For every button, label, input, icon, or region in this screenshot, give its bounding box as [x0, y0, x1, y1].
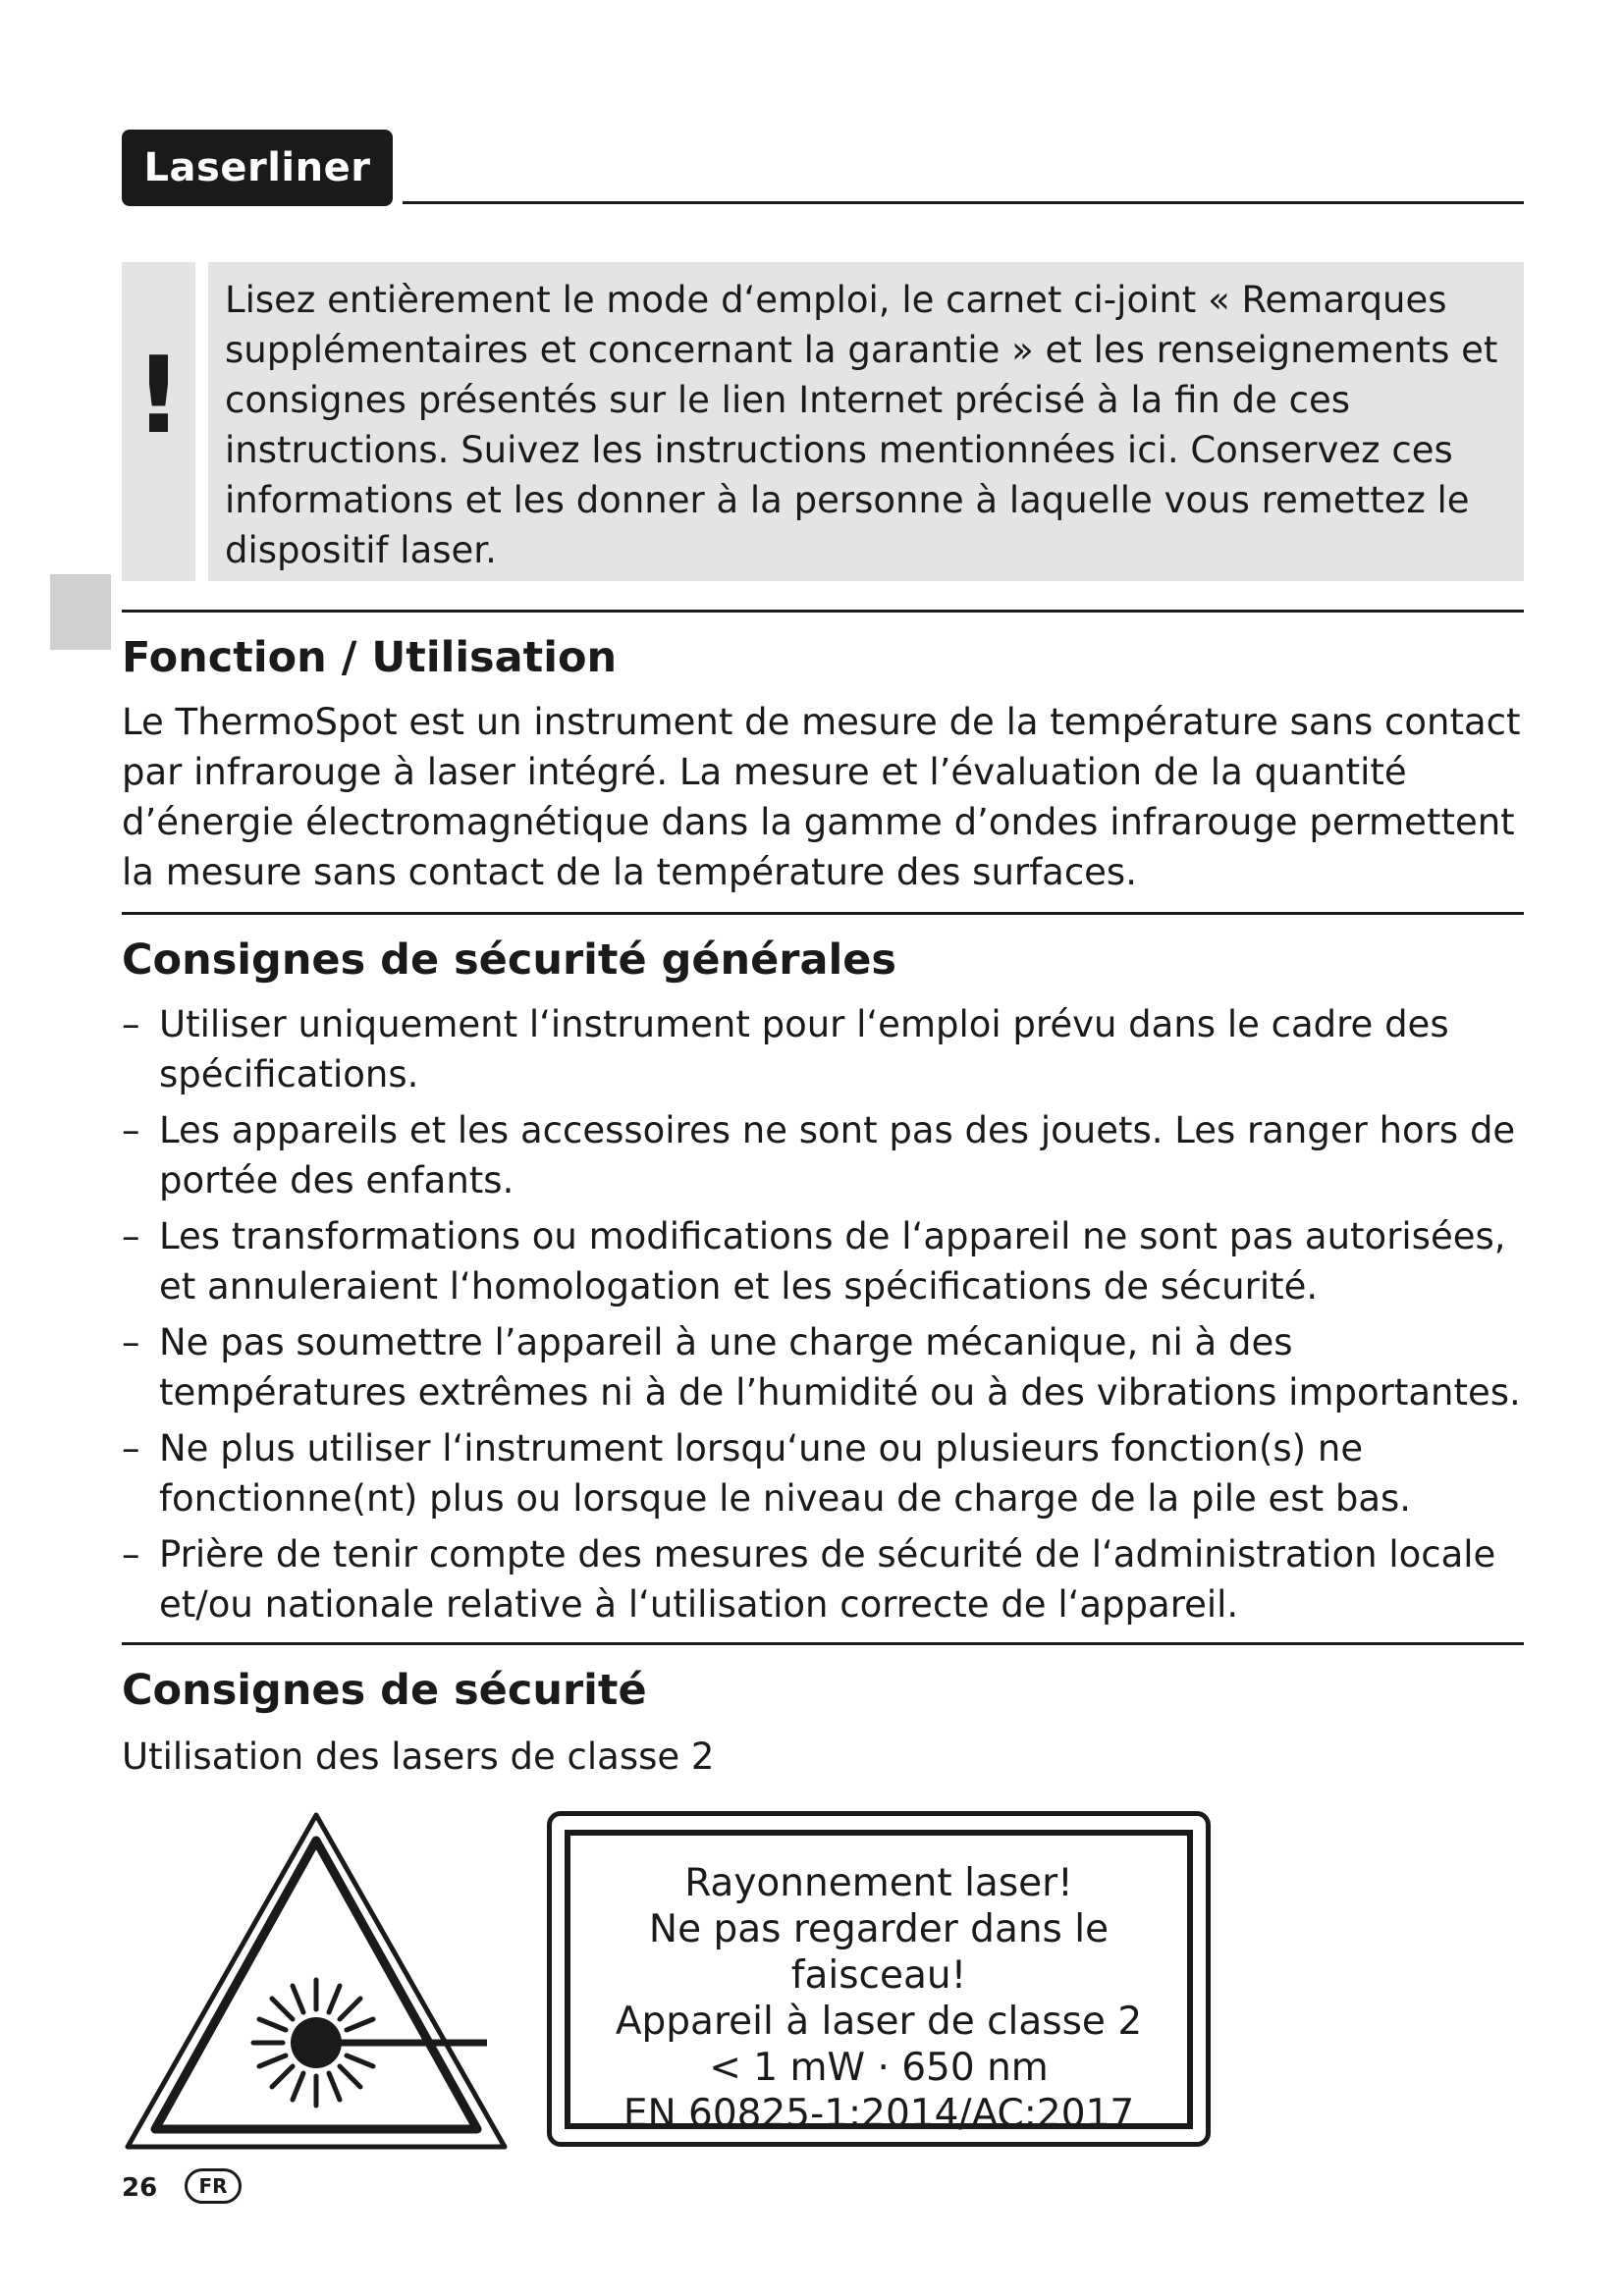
list-item: [122, 1529, 1536, 1629]
list-item-text: Ne plus utiliser l‘instrument lorsqu‘une ou plusieurs fonction(s) ne fonctionne(nt) plus ou lorsque le niveau de charge de la pile est bas.: [159, 1427, 1412, 1520]
section-rule: [122, 610, 1524, 613]
exclamation-icon: !: [134, 335, 184, 457]
list-item-text: Utiliser uniquement l‘instrument pour l‘emploi prévu dans le cadre des spécifications.: [159, 1003, 1449, 1095]
laser-label-line: < 1 mW · 650 nm: [709, 2046, 1049, 2090]
page-number: 26: [122, 2173, 158, 2203]
side-tab-marker: [50, 574, 111, 650]
general-safety-heading: Consignes de sécurité générales: [122, 935, 897, 985]
section-rule: [122, 1642, 1524, 1645]
function-body: Le ThermoSpot est un instrument de mesure de la température sans contact par infrarouge à laser intégré. La mesure et l’évaluation de la quantité d’énergie électromagnétique dans la gamme d’ondes infrarouge permettent la mesure sans contact de la température des surfaces.: [122, 701, 1521, 893]
laser-label-line: Ne pas regarder dans le faisceau!: [648, 1907, 1110, 1998]
dash-bullet: –: [122, 1321, 140, 1363]
laser-warning-triangle-icon: [122, 1809, 511, 2155]
safety-heading: Consignes de sécurité: [122, 1666, 647, 1715]
list-item: [122, 1423, 1536, 1523]
dash-bullet: –: [122, 1533, 140, 1575]
function-heading: Fonction / Utilisation: [122, 633, 618, 682]
safety-subheading: Utilisation des lasers de classe 2: [122, 1735, 715, 1778]
list-item-text: Les transformations ou modifications de l‘appareil ne sont pas autorisées, et annuleraient l‘homologation et les spécifications de sécurité.: [159, 1215, 1506, 1308]
language-badge: FR: [185, 2168, 242, 2204]
brand-logo: Laserliner: [122, 130, 393, 206]
dash-bullet: –: [122, 1003, 140, 1045]
list-item: [122, 1317, 1536, 1417]
section-rule: [122, 912, 1524, 915]
list-item: [122, 999, 1536, 1099]
general-safety-list: [122, 999, 1536, 1635]
list-item-text: Ne pas soumettre l’appareil à une charge mécanique, ni à des températures extrêmes ni à de l’humidité ou à des vibrations importantes.: [159, 1321, 1521, 1414]
dash-bullet: –: [122, 1215, 140, 1257]
laser-label-text: [565, 1860, 1193, 2137]
list-item-text: Les appareils et les accessoires ne sont pas des jouets. Les ranger hors de portée des enfants.: [159, 1109, 1516, 1201]
list-item: [122, 1211, 1536, 1311]
notice-text: Lisez entièrement le mode d‘emploi, le carnet ci-joint « Remarques supplémentaires et concernant la garantie » et les renseignements et consignes présentés sur le lien Internet précisé à la fin de ces instructions. Suivez les instructions mentionnées ici. Conservez ces informations et les donner à la personne à laquelle vous remettez le dispositif laser.: [225, 279, 1498, 571]
header-rule: [403, 201, 1524, 204]
dash-bullet: –: [122, 1427, 140, 1469]
laser-label-line: Appareil à laser de classe 2: [615, 2000, 1143, 2044]
dash-bullet: –: [122, 1109, 140, 1151]
list-item-text: Prière de tenir compte des mesures de sécurité de l‘administration locale et/ou nationale relative à l‘utilisation correcte de l‘appareil.: [159, 1533, 1496, 1626]
laser-label-line: EN 60825-1:2014/AC:2017: [623, 2092, 1135, 2136]
laser-label-line: Rayonnement laser!: [684, 1861, 1073, 1905]
list-item: [122, 1105, 1536, 1205]
